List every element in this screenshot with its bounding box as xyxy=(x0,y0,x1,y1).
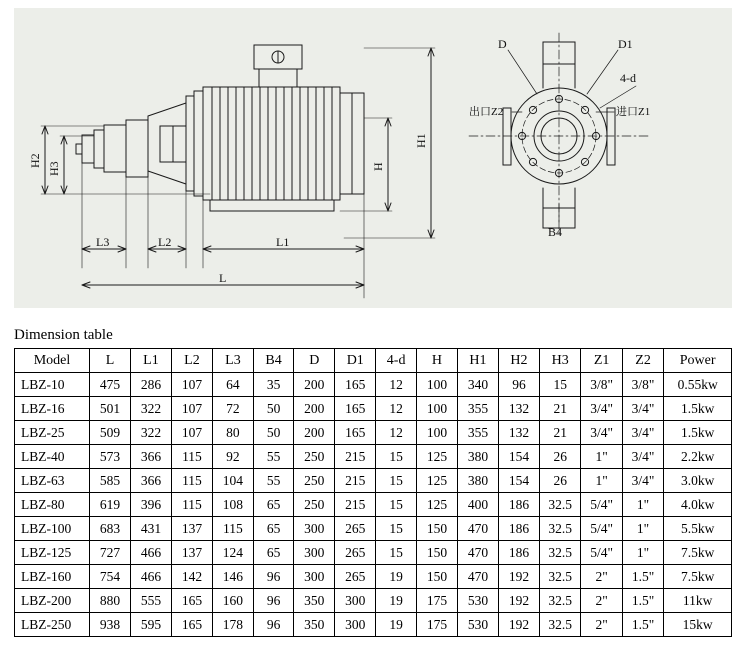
cell-model: LBZ-25 xyxy=(15,421,90,445)
cell-d1: 215 xyxy=(335,469,376,493)
cell-h1: 400 xyxy=(457,493,498,517)
cell-b4: 96 xyxy=(253,589,293,613)
cell-b4: 96 xyxy=(253,565,293,589)
cell-b4: 55 xyxy=(253,445,293,469)
cell-l1: 322 xyxy=(130,397,171,421)
cell-power: 4.0kw xyxy=(664,493,732,517)
cell-h3: 32.5 xyxy=(539,565,581,589)
cell-4d: 19 xyxy=(376,589,417,613)
cell-d1: 300 xyxy=(335,613,376,637)
table-body xyxy=(15,373,732,637)
cell-z1: 5/4" xyxy=(581,541,622,565)
cell-l3: 72 xyxy=(212,397,253,421)
cell-model: LBZ-250 xyxy=(15,613,90,637)
cell-h1: 380 xyxy=(457,469,498,493)
col-header-z2: Z2 xyxy=(622,349,663,373)
cell-power: 2.2kw xyxy=(664,445,732,469)
cell-d1: 300 xyxy=(335,589,376,613)
technical-drawing xyxy=(14,8,732,308)
cell-l: 509 xyxy=(89,421,130,445)
cell-d: 250 xyxy=(294,469,335,493)
cell-h3: 26 xyxy=(539,445,581,469)
cell-z1: 3/4" xyxy=(581,397,622,421)
cell-z1: 3/8" xyxy=(581,373,622,397)
table-row xyxy=(15,613,732,637)
cell-power: 1.5kw xyxy=(664,421,732,445)
cell-model: LBZ-16 xyxy=(15,397,90,421)
cell-z2: 1.5" xyxy=(622,613,663,637)
cell-model: LBZ-63 xyxy=(15,469,90,493)
cell-h2: 154 xyxy=(498,445,539,469)
cell-model: LBZ-10 xyxy=(15,373,90,397)
cell-l2: 115 xyxy=(171,445,212,469)
cell-l1: 366 xyxy=(130,469,171,493)
cell-4d: 12 xyxy=(376,373,417,397)
cell-power: 5.5kw xyxy=(664,517,732,541)
cell-h: 100 xyxy=(416,373,457,397)
cell-h2: 132 xyxy=(498,421,539,445)
table-row xyxy=(15,565,732,589)
cell-h1: 470 xyxy=(457,565,498,589)
cell-4d: 12 xyxy=(376,397,417,421)
cell-h: 125 xyxy=(416,469,457,493)
cell-l1: 431 xyxy=(130,517,171,541)
table-row xyxy=(15,421,732,445)
cell-h1: 470 xyxy=(457,541,498,565)
motor-body xyxy=(203,87,340,200)
cell-l2: 137 xyxy=(171,517,212,541)
cell-l3: 146 xyxy=(212,565,253,589)
cell-model: LBZ-80 xyxy=(15,493,90,517)
table-row xyxy=(15,589,732,613)
cell-l: 754 xyxy=(89,565,130,589)
label-L1: L1 xyxy=(276,235,290,249)
cell-h2: 96 xyxy=(498,373,539,397)
col-header-h: H xyxy=(416,349,457,373)
cell-d1: 215 xyxy=(335,493,376,517)
cell-l2: 107 xyxy=(171,373,212,397)
table-row xyxy=(15,373,732,397)
label-H3: H3 xyxy=(47,161,61,176)
cell-l: 501 xyxy=(89,397,130,421)
cell-h: 150 xyxy=(416,517,457,541)
cell-l: 938 xyxy=(89,613,130,637)
cell-h3: 21 xyxy=(539,397,581,421)
col-header-power: Power xyxy=(664,349,732,373)
pump-casing xyxy=(126,120,148,177)
cell-z2: 1" xyxy=(622,541,663,565)
cell-d1: 165 xyxy=(335,421,376,445)
cell-z1: 5/4" xyxy=(581,493,622,517)
label-L2: L2 xyxy=(158,235,172,249)
cell-h2: 132 xyxy=(498,397,539,421)
cell-d: 300 xyxy=(294,517,335,541)
cell-h: 100 xyxy=(416,421,457,445)
col-header-l2: L2 xyxy=(171,349,212,373)
cell-l1: 466 xyxy=(130,541,171,565)
cell-z1: 2" xyxy=(581,589,622,613)
cell-l2: 115 xyxy=(171,493,212,517)
cell-b4: 50 xyxy=(253,421,293,445)
cell-z1: 1" xyxy=(581,469,622,493)
cell-h1: 340 xyxy=(457,373,498,397)
motor-foot xyxy=(210,200,334,211)
cell-h2: 192 xyxy=(498,589,539,613)
label-H: H xyxy=(371,162,385,171)
col-header-h2: H2 xyxy=(498,349,539,373)
cell-d1: 165 xyxy=(335,397,376,421)
cell-power: 7.5kw xyxy=(664,565,732,589)
cell-power: 7.5kw xyxy=(664,541,732,565)
label-H2: H2 xyxy=(28,153,42,168)
cell-h3: 32.5 xyxy=(539,589,581,613)
cell-h2: 186 xyxy=(498,541,539,565)
cell-b4: 65 xyxy=(253,493,293,517)
cell-h2: 186 xyxy=(498,493,539,517)
cell-z2: 1" xyxy=(622,493,663,517)
cell-h: 150 xyxy=(416,541,457,565)
cell-b4: 65 xyxy=(253,541,293,565)
cell-4d: 15 xyxy=(376,445,417,469)
cell-d: 250 xyxy=(294,445,335,469)
cell-d: 300 xyxy=(294,541,335,565)
cell-d1: 165 xyxy=(335,373,376,397)
cell-l1: 322 xyxy=(130,421,171,445)
cell-h2: 186 xyxy=(498,517,539,541)
cell-l2: 165 xyxy=(171,589,212,613)
drawing-svg xyxy=(14,8,732,308)
cell-l2: 115 xyxy=(171,469,212,493)
cell-h: 175 xyxy=(416,589,457,613)
table-row xyxy=(15,517,732,541)
cell-z2: 3/4" xyxy=(622,469,663,493)
label-L3: L3 xyxy=(96,235,110,249)
cell-model: LBZ-125 xyxy=(15,541,90,565)
cell-l3: 104 xyxy=(212,469,253,493)
table-row xyxy=(15,493,732,517)
cell-h3: 21 xyxy=(539,421,581,445)
cell-l: 475 xyxy=(89,373,130,397)
col-header-b4: B4 xyxy=(253,349,293,373)
cell-z1: 1" xyxy=(581,445,622,469)
cell-h: 175 xyxy=(416,613,457,637)
label-L: L xyxy=(219,271,227,285)
col-header-h1: H1 xyxy=(457,349,498,373)
cell-d: 200 xyxy=(294,397,335,421)
cell-l: 727 xyxy=(89,541,130,565)
adapter xyxy=(148,103,186,184)
cell-model: LBZ-200 xyxy=(15,589,90,613)
cell-l: 573 xyxy=(89,445,130,469)
cell-model: LBZ-100 xyxy=(15,517,90,541)
table-title: Dimension table xyxy=(14,327,113,343)
cell-h1: 530 xyxy=(457,589,498,613)
label-outlet-z2: 出口Z2 xyxy=(469,106,504,118)
cell-power: 1.5kw xyxy=(664,397,732,421)
cell-l3: 92 xyxy=(212,445,253,469)
cell-b4: 35 xyxy=(253,373,293,397)
cell-l2: 142 xyxy=(171,565,212,589)
cell-4d: 15 xyxy=(376,493,417,517)
cell-b4: 55 xyxy=(253,469,293,493)
cell-power: 3.0kw xyxy=(664,469,732,493)
cell-4d: 19 xyxy=(376,613,417,637)
cell-h3: 32.5 xyxy=(539,517,581,541)
cell-h1: 380 xyxy=(457,445,498,469)
cell-z2: 3/8" xyxy=(622,373,663,397)
cell-l2: 137 xyxy=(171,541,212,565)
cell-h1: 355 xyxy=(457,421,498,445)
cell-h1: 355 xyxy=(457,397,498,421)
table-row xyxy=(15,397,732,421)
cell-h: 150 xyxy=(416,565,457,589)
cell-h2: 192 xyxy=(498,613,539,637)
cell-l3: 124 xyxy=(212,541,253,565)
cell-z1: 2" xyxy=(581,613,622,637)
table-header-row xyxy=(15,349,732,373)
label-B4: B4 xyxy=(548,225,563,239)
cell-4d: 15 xyxy=(376,517,417,541)
cell-d: 350 xyxy=(294,613,335,637)
dimension-table xyxy=(14,348,732,637)
cell-l3: 115 xyxy=(212,517,253,541)
cell-z2: 3/4" xyxy=(622,445,663,469)
cell-h3: 26 xyxy=(539,469,581,493)
label-H1: H1 xyxy=(414,133,428,148)
cell-h3: 32.5 xyxy=(539,493,581,517)
cell-4d: 15 xyxy=(376,541,417,565)
cell-d: 250 xyxy=(294,493,335,517)
cell-h3: 32.5 xyxy=(539,613,581,637)
cell-4d: 15 xyxy=(376,469,417,493)
cell-l3: 80 xyxy=(212,421,253,445)
cell-power: 11kw xyxy=(664,589,732,613)
cell-4d: 19 xyxy=(376,565,417,589)
cell-h1: 530 xyxy=(457,613,498,637)
col-header-h3: H3 xyxy=(539,349,581,373)
cell-l: 880 xyxy=(89,589,130,613)
cell-l1: 366 xyxy=(130,445,171,469)
label-inlet-z1: 进口Z1 xyxy=(616,106,651,118)
cell-b4: 65 xyxy=(253,517,293,541)
col-header-l: L xyxy=(89,349,130,373)
table-row xyxy=(15,541,732,565)
table-row xyxy=(15,469,732,493)
table-row xyxy=(15,445,732,469)
label-D: D xyxy=(498,37,507,51)
col-header-4d: 4-d xyxy=(376,349,417,373)
cell-h: 100 xyxy=(416,397,457,421)
cell-model: LBZ-160 xyxy=(15,565,90,589)
cell-l2: 165 xyxy=(171,613,212,637)
cell-h1: 470 xyxy=(457,517,498,541)
cell-4d: 12 xyxy=(376,421,417,445)
cell-l3: 64 xyxy=(212,373,253,397)
cell-h: 125 xyxy=(416,493,457,517)
cell-z2: 3/4" xyxy=(622,397,663,421)
cell-l3: 160 xyxy=(212,589,253,613)
cell-z2: 1.5" xyxy=(622,565,663,589)
cell-h: 125 xyxy=(416,445,457,469)
cell-l: 683 xyxy=(89,517,130,541)
col-header-l3: L3 xyxy=(212,349,253,373)
cell-l2: 107 xyxy=(171,397,212,421)
cell-l: 619 xyxy=(89,493,130,517)
col-header-d: D xyxy=(294,349,335,373)
cell-d1: 215 xyxy=(335,445,376,469)
cell-d: 300 xyxy=(294,565,335,589)
col-header-z1: Z1 xyxy=(581,349,622,373)
cell-d1: 265 xyxy=(335,541,376,565)
cell-z2: 3/4" xyxy=(622,421,663,445)
col-header-l1: L1 xyxy=(130,349,171,373)
cell-h3: 15 xyxy=(539,373,581,397)
cell-l1: 555 xyxy=(130,589,171,613)
cell-power: 15kw xyxy=(664,613,732,637)
cell-d: 200 xyxy=(294,421,335,445)
label-4d: 4-d xyxy=(620,71,636,85)
cell-z1: 3/4" xyxy=(581,421,622,445)
col-header-model: Model xyxy=(15,349,90,373)
cell-l3: 108 xyxy=(212,493,253,517)
cell-z1: 2" xyxy=(581,565,622,589)
cell-z2: 1" xyxy=(622,517,663,541)
cell-model: LBZ-40 xyxy=(15,445,90,469)
col-header-d1: D1 xyxy=(335,349,376,373)
cell-h2: 192 xyxy=(498,565,539,589)
cell-l2: 107 xyxy=(171,421,212,445)
cell-d: 350 xyxy=(294,589,335,613)
cell-l: 585 xyxy=(89,469,130,493)
cell-l1: 595 xyxy=(130,613,171,637)
cell-l1: 396 xyxy=(130,493,171,517)
cell-h3: 32.5 xyxy=(539,541,581,565)
cell-b4: 50 xyxy=(253,397,293,421)
cell-b4: 96 xyxy=(253,613,293,637)
cell-l1: 466 xyxy=(130,565,171,589)
cell-z2: 1.5" xyxy=(622,589,663,613)
label-D1: D1 xyxy=(618,37,633,51)
cell-power: 0.55kw xyxy=(664,373,732,397)
cell-l3: 178 xyxy=(212,613,253,637)
cell-d1: 265 xyxy=(335,517,376,541)
cell-z1: 5/4" xyxy=(581,517,622,541)
cell-d1: 265 xyxy=(335,565,376,589)
cell-d: 200 xyxy=(294,373,335,397)
cell-l1: 286 xyxy=(130,373,171,397)
cell-h2: 154 xyxy=(498,469,539,493)
